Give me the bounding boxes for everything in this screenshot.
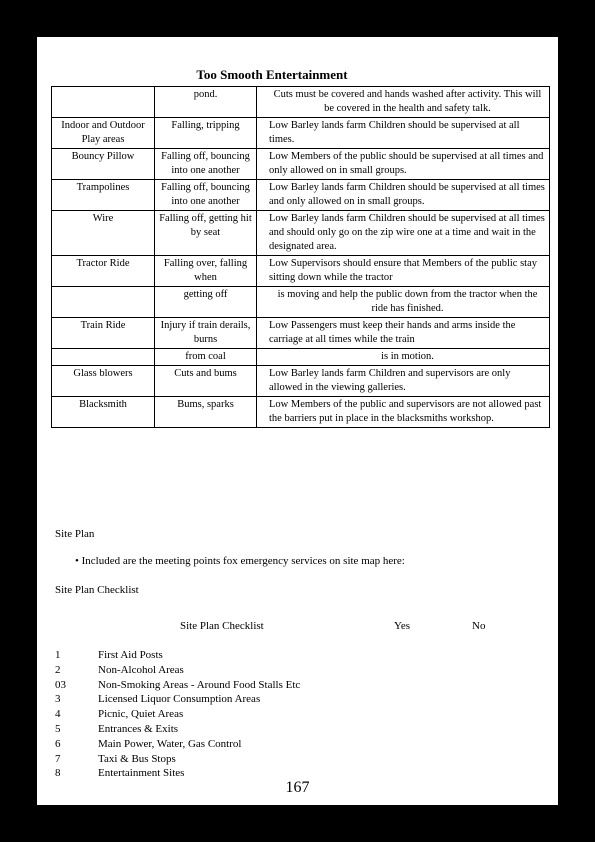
table-row xyxy=(52,318,550,349)
control-cell: Low Barley lands farm Children should be supervised at all times and only allowed on in small groups. xyxy=(257,180,550,211)
control-cell: Low Members of the public should be supervised at all times and only allowed on in small groups. xyxy=(257,149,550,180)
control-cell: Low Barley lands farm Children should be supervised at all times. xyxy=(257,118,550,149)
activity-cell: Wire xyxy=(52,211,155,256)
table-row xyxy=(52,349,550,366)
checklist-title: Site Plan Checklist xyxy=(180,620,264,632)
risk-assessment-table xyxy=(51,86,550,428)
activity-cell xyxy=(52,87,155,118)
control-cell: is moving and help the public down from the tractor when the ride has finished. xyxy=(257,287,550,318)
list-item xyxy=(55,678,300,693)
item-number: 3 xyxy=(55,693,61,706)
item-label: Entrances & Exits xyxy=(98,722,179,735)
list-item xyxy=(55,648,300,663)
item-label: Picnic, Quiet Areas xyxy=(98,708,184,721)
list-item xyxy=(55,737,300,752)
table-row xyxy=(52,287,550,318)
hazard-cell: Falling off, bouncing into one another xyxy=(155,149,257,180)
list-item xyxy=(55,692,300,707)
hazard-cell: Bums, sparks xyxy=(155,397,257,428)
list-item xyxy=(55,722,300,737)
list-item xyxy=(55,663,300,678)
activity-cell: Indoor and Outdoor Play areas xyxy=(52,118,155,149)
hazard-cell: Falling, tripping xyxy=(155,118,257,149)
control-cell: Low Members of the public and supervisors are not allowed past the barriers put in place in the blacksmiths workshop. xyxy=(257,397,550,428)
table-row xyxy=(52,180,550,211)
item-label: Licensed Liquor Consumption Areas xyxy=(98,693,261,706)
hazard-cell: Falling over, falling when xyxy=(155,256,257,287)
checklist-heading: Site Plan Checklist xyxy=(55,584,139,596)
table-row xyxy=(52,366,550,397)
activity-cell: Blacksmith xyxy=(52,397,155,428)
item-number: 1 xyxy=(55,649,61,661)
item-label: Entertainment Sites xyxy=(98,767,185,780)
activity-cell: Glass blowers xyxy=(52,366,155,397)
list-item xyxy=(55,752,300,767)
hazard-cell: Injury if train derails, burns xyxy=(155,318,257,349)
item-number: 8 xyxy=(55,767,61,780)
hazard-cell: Cuts and bums xyxy=(155,366,257,397)
item-number: 5 xyxy=(55,722,61,735)
document-page xyxy=(37,37,558,805)
item-number: 03 xyxy=(55,678,66,691)
table-row xyxy=(52,149,550,180)
page-number: 167 xyxy=(285,779,310,796)
hazard-cell: Falling off, bouncing into one another xyxy=(155,180,257,211)
table-row xyxy=(52,256,550,287)
checklist-items xyxy=(55,648,300,781)
item-number: 4 xyxy=(55,708,61,721)
site-plan-heading: Site Plan xyxy=(55,528,95,540)
item-label: Main Power, Water, Gas Control xyxy=(98,737,242,750)
item-label: First Aid Posts xyxy=(98,649,163,661)
control-cell: Low Barley lands farm Children and supervisors are only allowed in the viewing galleries. xyxy=(257,366,550,397)
item-label: Non-Smoking Areas - Around Food Stalls Etc xyxy=(98,678,301,691)
activity-cell xyxy=(52,349,155,366)
hazard-cell: Falling off, getting hit by seat xyxy=(155,211,257,256)
checklist-no-header: No xyxy=(472,620,486,632)
activity-cell: Trampolines xyxy=(52,180,155,211)
hazard-cell: pond. xyxy=(155,87,257,118)
control-cell: is in motion. xyxy=(257,349,550,366)
activity-cell: Bouncy Pillow xyxy=(52,149,155,180)
site-plan-bullet: • Included are the meeting points fox emergency services on site map here: xyxy=(75,555,405,567)
item-label: Taxi & Bus Stops xyxy=(98,752,176,765)
control-cell: Cuts must be covered and hands washed after activity. This will be covered in the health and safety talk. xyxy=(257,87,550,118)
checklist-yes-header: Yes xyxy=(394,620,411,632)
control-cell: Low Passengers must keep their hands and arms inside the carriage at all times while the train xyxy=(257,318,550,349)
activity-cell: Tractor Ride xyxy=(52,256,155,287)
control-cell: Low Barley lands farm Children should be supervised at all times and should only go on the zip wire one at a time and wait in the designated area. xyxy=(257,211,550,256)
page-title: Too Smooth Entertainment xyxy=(196,67,348,82)
item-number: 7 xyxy=(55,752,61,765)
activity-cell: Train Ride xyxy=(52,318,155,349)
item-number: 2 xyxy=(55,663,61,676)
table-row xyxy=(52,87,550,118)
table-row xyxy=(52,397,550,428)
table-row xyxy=(52,211,550,256)
control-cell: Low Supervisors should ensure that Members of the public stay sitting down while the tractor xyxy=(257,256,550,287)
item-number: 6 xyxy=(55,737,61,750)
list-item xyxy=(55,707,300,722)
item-label: Non-Alcohol Areas xyxy=(98,663,184,676)
hazard-cell: getting off xyxy=(155,287,257,318)
activity-cell xyxy=(52,287,155,318)
table-row xyxy=(52,118,550,149)
hazard-cell: from coal xyxy=(155,349,257,366)
